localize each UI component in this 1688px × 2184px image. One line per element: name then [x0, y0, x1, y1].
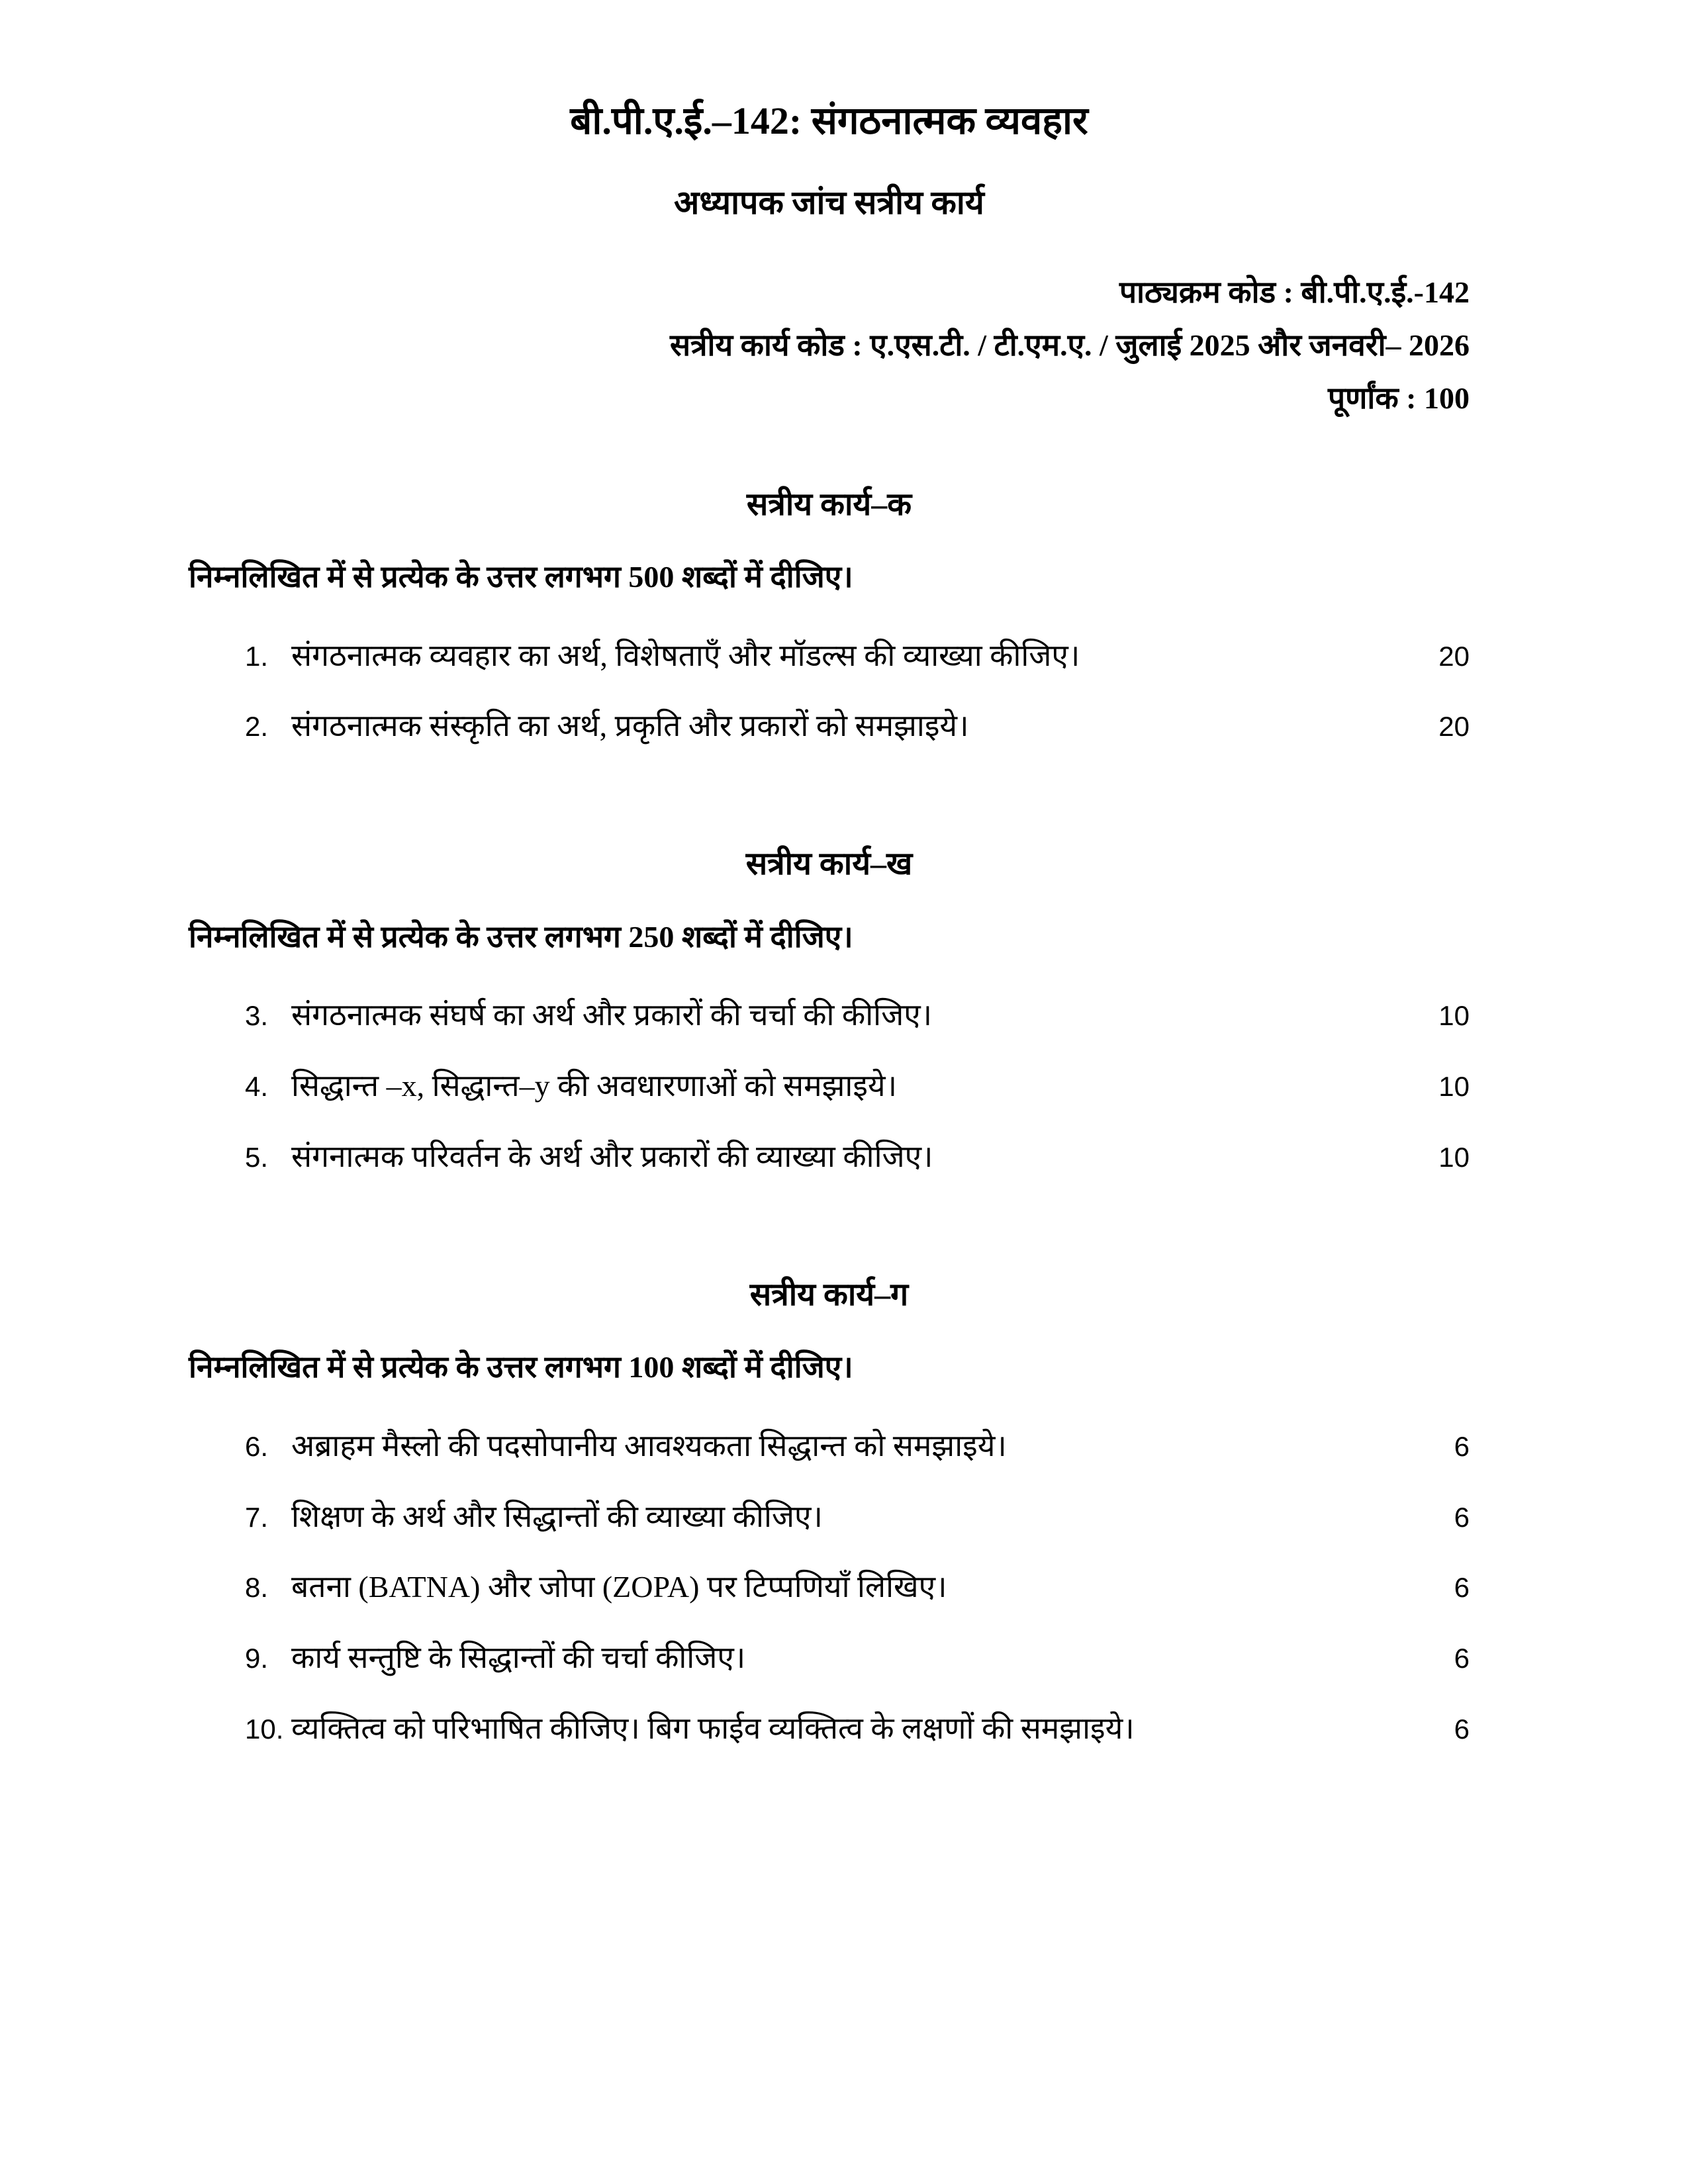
question-text: व्यक्तित्व को परिभाषित कीजिए। बिग फाईव व्यक्तित्व के लक्षणों की समझाइये।: [291, 1711, 1135, 1746]
question-number: 7.: [245, 1501, 269, 1533]
question-number: 8.: [245, 1572, 269, 1604]
section-a-instruction: निम्नलिखित में से प्रत्येक के उत्तर लगभग 500 शब्दों में दीजिए।: [189, 560, 853, 594]
section-c: [189, 1276, 1470, 1749]
question-text: सिद्धान्त –x, सिद्धान्त–y की अवधारणाओं को समझाइये।: [291, 1069, 898, 1103]
question-text: बतना (BATNA) और जोपा (ZOPA) पर टिप्पणियाँ लिखिए।: [291, 1570, 947, 1604]
course-code-line: पाठ्यक्रम कोड : बी.पी.ए.ई.-142: [1119, 275, 1470, 309]
question-text: संगठनात्मक संस्कृति का अर्थ, प्रकृति और प्रकारों को समझाइये।: [291, 709, 969, 743]
question-text: संगठनात्मक व्यवहार का अर्थ, विशेषताएँ और मॉडल्स की व्याख्या कीजिए।: [291, 638, 1080, 672]
question-row: [245, 1567, 1470, 1607]
meta-block: [189, 266, 1470, 425]
question-marks: 20: [1438, 640, 1470, 672]
question-marks: 6: [1454, 1501, 1470, 1533]
question-marks: 6: [1454, 1430, 1470, 1462]
max-marks-line: पूर्णांक : 100: [1328, 381, 1470, 415]
question-text: अब्राहम मैस्लो की पदसोपानीय आवश्यकता सिद्धान्त को समझाइये।: [291, 1428, 1007, 1463]
question-row: [245, 1137, 1470, 1177]
question-number: 9.: [245, 1643, 269, 1674]
section-c-questions: [245, 1426, 1470, 1749]
page-title: बी.पी.ए.ई.–142: संगठनात्मक व्यवहार: [570, 99, 1088, 142]
section-a: [189, 486, 1470, 747]
question-row: [245, 1709, 1470, 1749]
question-row: [245, 1497, 1470, 1537]
section-c-heading: सत्रीय कार्य–ग: [749, 1277, 909, 1312]
page-subtitle: अध्यापक जांच सत्रीय कार्य: [674, 183, 984, 221]
question-row: [245, 1066, 1470, 1106]
question-text: संगनात्मक परिवर्तन के अर्थ और प्रकारों की व्याख्या कीजिए।: [291, 1139, 933, 1173]
question-number: 6.: [245, 1430, 269, 1462]
question-marks: 20: [1438, 711, 1470, 743]
question-marks: 10: [1438, 1000, 1470, 1032]
question-number: 10.: [245, 1713, 284, 1745]
question-row: [245, 706, 1470, 746]
question-text: शिक्षण के अर्थ और सिद्धान्तों की व्याख्या कीजिए।: [291, 1499, 823, 1533]
question-marks: 6: [1454, 1572, 1470, 1604]
section-a-heading: सत्रीय कार्य–क: [746, 486, 912, 522]
section-b-heading: सत्रीय कार्य–ख: [745, 846, 913, 882]
question-row: [245, 995, 1470, 1035]
question-number: 2.: [245, 711, 269, 743]
question-marks: 10: [1438, 1071, 1470, 1103]
section-a-questions: [245, 636, 1470, 747]
question-row: [245, 1426, 1470, 1466]
question-number: 4.: [245, 1071, 269, 1103]
question-number: 5.: [245, 1141, 269, 1173]
assignment-code-line: सत्रीय कार्य कोड : ए.एस.टी. / टी.एम.ए. / जुलाई 2025 और जनवरी– 2026: [670, 328, 1470, 362]
question-text: संगठनात्मक संघर्ष का अर्थ और प्रकारों की चर्चा की कीजिए।: [291, 998, 933, 1032]
question-number: 1.: [245, 640, 269, 672]
page-content: [189, 0, 1470, 1780]
question-marks: 6: [1454, 1713, 1470, 1745]
section-b: [189, 845, 1470, 1176]
question-row: [245, 636, 1470, 676]
section-b-instruction: निम्नलिखित में से प्रत्येक के उत्तर लगभग 250 शब्दों में दीजिए।: [189, 919, 853, 954]
section-c-instruction: निम्नलिखित में से प्रत्येक के उत्तर लगभग 100 शब्दों में दीजिए।: [189, 1350, 853, 1385]
question-text: कार्य सन्तुष्टि के सिद्धान्तों की चर्चा कीजिए।: [291, 1641, 746, 1675]
question-marks: 6: [1454, 1643, 1470, 1674]
question-marks: 10: [1438, 1141, 1470, 1173]
section-b-questions: [245, 995, 1470, 1176]
question-number: 3.: [245, 1000, 269, 1032]
question-row: [245, 1638, 1470, 1678]
